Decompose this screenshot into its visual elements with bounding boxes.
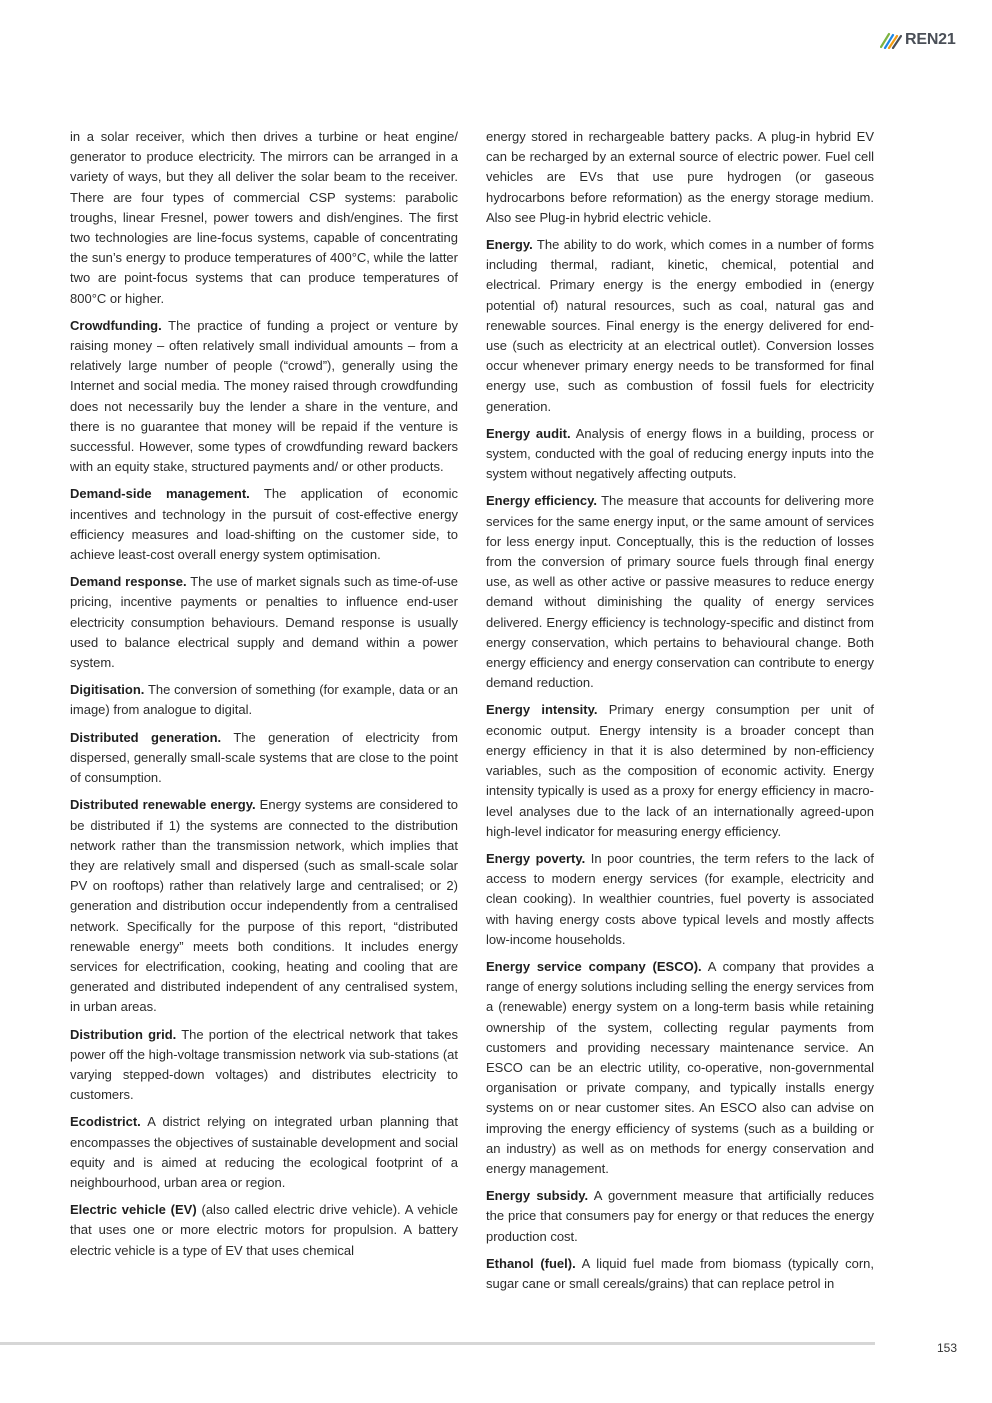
glossary-entry [70, 795, 458, 1017]
glossary-definition: The generation of electricity from dispersed, generally small-scale systems that are close to the point of consumption. [70, 729, 458, 786]
glossary-entry [70, 127, 458, 309]
glossary-term: Energy intensity. [486, 702, 598, 718]
glossary-definition: The ability to do work, which comes in a number of forms including thermal, radiant, kinetic, chemical, potential and electrical. Primary energy is the energy embodied in (energy potential of) natural resources, such as coal, natural gas and renewable sources. Final energy is the energy delivered for end-use (such as electricity at an electrical outlet). Conversion losses occur whenever primary energy needs to be transformed for final energy use, such as combustion of fossil fuels for electricity generation. [486, 237, 874, 414]
glossary-term: Crowdfunding. [70, 317, 162, 333]
glossary-definition: in a solar receiver, which then drives a turbine or heat engine/ generator to produce electricity. The mirrors can be arranged in a variety of ways, but they all deliver the solar beam to the receiver. There are four types of commercial CSP systems: parabolic troughs, linear Fresnel, power towers and dish/engines. The first two technologies are line-focus systems, capable of concentrating the sun’s energy to produce temperatures of 400°C, while the latter two are point-focus systems that can produce temperatures of 800°C or higher. [70, 129, 458, 306]
glossary-definition: A liquid fuel made from biomass (typically corn, sugar cane or small cereals/grains) that can replace petrol in [486, 1255, 874, 1291]
glossary-term: Distributed renewable energy. [70, 797, 256, 813]
glossary-definition: A district relying on integrated urban planning that encompasses the objectives of sustainable development and social equity and is aimed at reducing the ecological footprint of a neighbourhood, urban area or region. [70, 1114, 458, 1190]
glossary-definition: Analysis of energy flows in a building, process or system, conducted with the goal of reducing energy inputs into the system without negatively affecting outputs. [486, 425, 874, 482]
glossary-entry [70, 680, 458, 720]
ren21-logo-mark-icon [880, 31, 902, 49]
footer-divider [0, 1342, 875, 1345]
glossary-term: Energy poverty. [486, 850, 586, 866]
glossary-entry [70, 484, 458, 565]
glossary-term: Demand-side management. [70, 486, 250, 502]
glossary-definition: Primary energy consumption per unit of economic output. Energy intensity is a broader concept than energy efficiency in that it is also determined by non-efficiency variables, such as the composition of economic activity. Energy intensity typically is used as a proxy for energy efficiency in macro-level analyses due to the lack of an internationally agreed-upon high-level indicator for measuring energy efficiency. [486, 702, 874, 839]
glossary-entry [486, 957, 874, 1179]
page-number: 153 [937, 1341, 958, 1355]
glossary-definition: Energy systems are considered to be distributed if 1) the systems are connected to the distribution network rather than the transmission network, which implies that they are relatively small and dispersed (such as small-scale solar PV on rooftops) rather than relatively large and centralised; or 2) generation and distribution occur independently from a centralised network. Specifically for the purpose of this report, “distributed renewable energy” meets both conditions. It includes energy services for electrification, cooking, heating and cooling that are generated and distributed independent of any centralised system, in urban areas. [70, 797, 459, 1015]
glossary-definition: A government measure that artificially reduces the price that consumers pay for energy or that reduces the energy production cost. [486, 1188, 874, 1244]
glossary-term: Distributed generation. [70, 729, 222, 745]
glossary-definition: energy stored in rechargeable battery packs. A plug-in hybrid EV can be recharged by an external source of electric power. Fuel cell vehicles are EVs that use pure hydrogen (or gaseous hydrocarbons before reformation) as the energy storage medium. Also see Plug-in hybrid electric vehicle. [486, 129, 874, 225]
glossary-term: Energy subsidy. [486, 1188, 589, 1204]
glossary-entry [70, 316, 458, 478]
left-text-column [70, 127, 458, 1268]
glossary-term: Energy audit. [486, 425, 571, 441]
glossary-term: Ethanol (fuel). [486, 1255, 576, 1271]
glossary-entry [486, 127, 874, 228]
glossary-term: Energy. [486, 237, 533, 253]
glossary-definition: (also called electric drive vehicle). A vehicle that uses one or more electric motors for propulsion. A battery electric vehicle is a type of EV that uses chemical [70, 1202, 458, 1258]
glossary-term: Distribution grid. [70, 1026, 177, 1042]
glossary-entry [486, 849, 874, 950]
glossary-entry [70, 1200, 458, 1261]
glossary-term: Energy service company (ESCO). [486, 958, 702, 974]
glossary-entry [486, 491, 874, 693]
glossary-term: Electric vehicle (EV) [70, 1202, 197, 1218]
glossary-definition: The use of market signals such as time-of-use pricing, incentive payments or penalties to influence end-user electricity consumption behaviours. Demand response is usually used to balance electrical supply and demand within a power system. [70, 574, 458, 671]
logo-text: REN21 [905, 31, 956, 48]
glossary-entry [70, 572, 458, 673]
glossary-entry [486, 1186, 874, 1247]
glossary-entry [70, 1025, 458, 1106]
glossary-entry [486, 700, 874, 841]
glossary-definition: A company that provides a range of energy solutions including selling the energy services from a (renewable) energy system on a long-term basis while retaining ownership of the system, collecting regular payments from customers and providing necessary maintenance service. An ESCO can be an electric utility, co-operative, non-governmental organisation or private company, and typically installs energy systems on or near customer sites. An ESCO also can advise on improving the energy efficiency of systems (such as a building or an industry) as well as on methods for energy conservation and energy management. [486, 958, 874, 1176]
glossary-term: Energy efficiency. [486, 493, 597, 509]
glossary-definition: The conversion of something (for example, data or an image) from analogue to digital. [70, 682, 458, 718]
glossary-term: Demand response. [70, 574, 187, 590]
right-text-column [486, 127, 874, 1301]
glossary-entry [486, 1254, 874, 1294]
glossary-entry [70, 1112, 458, 1193]
glossary-definition: In poor countries, the term refers to the lack of access to modern energy services (for example, electricity and clean cooking). In wealthier countries, fuel poverty is associated with having energy costs above typical levels and mostly affects low-income households. [486, 850, 874, 947]
glossary-definition: The application of economic incentives and technology in the pursuit of cost-effective energy efficiency measures and load-shifting on the customer side, to achieve least-cost overall energy system optimisation. [70, 486, 459, 563]
glossary-definition: The portion of the electrical network that takes power off the high-voltage transmission network via sub-stations (at varying stepped-down voltages) and distributes electricity to customers. [70, 1026, 458, 1103]
glossary-definition: The practice of funding a project or venture by raising money – often relatively small individual amounts – from a relatively large number of people (“crowd”), generally using the Internet and social media. The money raised through crowdfunding does not necessarily buy the lender a share in the venture, and there is no guarantee that money will be repaid if the venture is successful. However, some types of crowdfunding reward backers with an equity stake, structured payments and/ or other products. [70, 317, 458, 475]
glossary-entry [486, 424, 874, 485]
glossary-term: Digitisation. [70, 682, 145, 698]
ren21-logo [880, 31, 956, 49]
glossary-entry [70, 728, 458, 789]
glossary-definition: The measure that accounts for delivering more services for the same energy input, or the same amount of services for less energy input. Conceptually, this is the reduction of losses from the conversion of primary source fuels through final energy use, as well as other active or passive measures to reduce energy demand without diminishing the quality of energy services delivered. Energy efficiency is technology-specific and distinct from energy conservation, which pertains to behavioural change. Both energy efficiency and energy conservation can contribute to energy demand reduction. [486, 493, 874, 691]
glossary-entry [486, 235, 874, 417]
glossary-term: Ecodistrict. [70, 1114, 141, 1130]
